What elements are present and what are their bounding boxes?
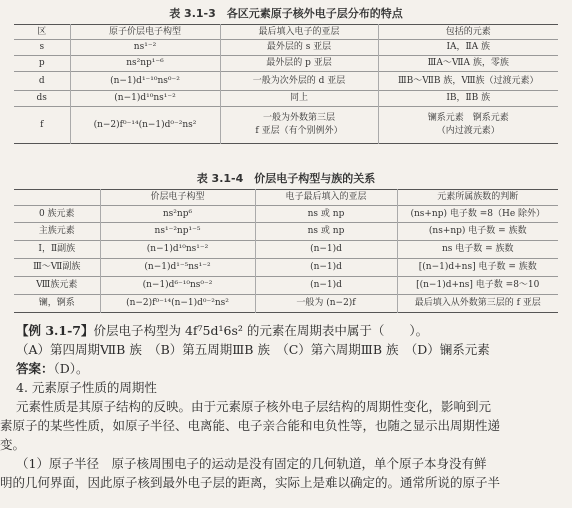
table1-header: 原子价层电子构型	[70, 25, 220, 40]
table-cell: ns²np¹⁻⁶	[70, 56, 220, 72]
table-row	[14, 295, 558, 313]
paragraph-line: 变。	[0, 437, 26, 452]
table-cell: (n−1)d¹⁻¹⁰ns⁰⁻²	[70, 72, 220, 91]
table-cell: ns 或 np	[255, 206, 397, 223]
table-cell: 镧系元素 锕系元素 （内过渡元素）	[378, 107, 558, 144]
table-cell: ns 电子数 = 族数	[397, 241, 558, 259]
example-options: （A）第四周期ⅦB 族 （B）第五周期ⅢB 族 （C）第六周期ⅢB 族 （D）镧系元素	[16, 342, 490, 357]
table2-header-row	[14, 190, 558, 206]
table-cell: Ⅰ，Ⅱ副族	[14, 241, 100, 259]
answer-value: （D）。	[53, 361, 89, 376]
table-cell: 最后填入从外数第三层的 f 亚层	[397, 295, 558, 313]
table-cell: ⅠB，ⅡB 族	[378, 91, 558, 107]
table-cell: ns¹⁻²	[70, 40, 220, 56]
table-row	[14, 56, 558, 72]
table1-header-row	[14, 25, 558, 40]
table-row	[14, 241, 558, 259]
table-cell: 镧，锕系	[14, 295, 100, 313]
table-cell: s	[14, 40, 70, 56]
table-row	[14, 107, 558, 144]
table-cell: ds	[14, 91, 70, 107]
example-question: 价层电子构型为 4f⁷5d¹6s² 的元素在周期表中属于（ ）。	[93, 323, 429, 338]
table-cell: (n−1)d	[255, 259, 397, 277]
answer-label: 答案：	[16, 361, 54, 376]
table-cell: 0 族元素	[14, 206, 100, 223]
paragraph-line: 明的几何界面，因此原子核到最外电子层的距离，实际上是难以确定的。通常所说的原子半	[0, 475, 501, 490]
table-row	[14, 91, 558, 107]
table-cell: p	[14, 56, 70, 72]
table2-caption: 表 3.1-4 价层电子构型与族的关系	[196, 172, 376, 185]
table-cell: ns 或 np	[255, 223, 397, 241]
table-cell: (n−1)d¹⁰ns¹⁻²	[100, 241, 255, 259]
table-cell: d	[14, 72, 70, 91]
table-cell: 一般为外数第三层 f 亚层（有个别例外）	[220, 107, 378, 144]
table-cell: Ⅷ族元素	[14, 277, 100, 295]
table-cell: 同上	[220, 91, 378, 107]
table2-header: 电子最后填入的亚层	[255, 190, 397, 206]
table-cell: (n−1)d	[255, 241, 397, 259]
table-row	[14, 72, 558, 91]
table-row	[14, 206, 558, 223]
body-text	[0, 321, 572, 492]
table-cell: [(n−1)d+ns] 电子数 =8～10	[397, 277, 558, 295]
table1-header: 区	[37, 26, 47, 37]
table-cell: (ns+np) 电子数 = 族数	[397, 223, 558, 241]
table-cell: ns²np⁶	[100, 206, 255, 223]
table-cell: f	[14, 107, 70, 144]
table-cell: 主族元素	[14, 223, 100, 241]
table-row	[14, 277, 558, 295]
table-cell: ⅠA，ⅡA 族	[378, 40, 558, 56]
table-cell: (n−1)d¹⁻⁵ns¹⁻²	[100, 259, 255, 277]
table-cell: (ns+np) 电子数 =8（He 除外）	[397, 206, 558, 223]
table-cell: ns¹⁻²np¹⁻⁵	[100, 223, 255, 241]
table-cell: [(n−1)d+ns] 电子数 = 族数	[397, 259, 558, 277]
section-heading: 4. 元素原子性质的周期性	[16, 380, 157, 395]
table-cell: ⅢB～ⅦB 族，Ⅷ族（过渡元素）	[378, 72, 558, 91]
example-question-line	[0, 321, 572, 340]
table2-header	[14, 190, 100, 206]
table1-header: 最后填入电子的亚层	[220, 25, 378, 40]
paragraph-line: （1）原子半径 原子核周围电子的运动是没有固定的几何轨道，单个原子本身没有鲜	[16, 456, 487, 471]
table-row	[14, 40, 558, 56]
table-cell: 一般为 (n−2)f	[255, 295, 397, 313]
table-row	[14, 259, 558, 277]
table-cell: (n−1)d¹⁰ns¹⁻²	[70, 91, 220, 107]
example-answer-line	[0, 359, 572, 378]
table1	[14, 24, 558, 144]
table-cell: 一般为次外层的 d 亚层	[220, 72, 378, 91]
table1-caption: 表 3.1-3 各区元素原子核外电子层分布的特点	[169, 7, 403, 20]
table1-header: 包括的元素	[378, 25, 558, 40]
paragraph-line: 元素性质是其原子结构的反映。由于元素原子核外电子层结构的周期性变化，影响到元	[16, 399, 492, 414]
table2-header: 元素所属族数的判断	[397, 190, 558, 206]
table-cell: Ⅲ～Ⅶ副族	[14, 259, 100, 277]
table-cell: (n−2)f⁰⁻¹⁴(n−1)d⁰⁻²ns²	[100, 295, 255, 313]
table2	[14, 189, 558, 313]
paragraph-line: 素原子的某些性质，如原子半径、电离能、电子亲合能和电负性等，也随之显示出周期性递	[0, 418, 501, 433]
table-cell: ⅢA～ⅦA 族，零族	[378, 56, 558, 72]
table-row	[14, 223, 558, 241]
table-cell: (n−1)d⁶⁻¹⁰ns⁰⁻²	[100, 277, 255, 295]
example-label: 【例 3.1-7】	[16, 323, 94, 338]
table-cell: 最外层的 p 亚层	[220, 56, 378, 72]
table-cell: (n−2)f⁰⁻¹⁴(n−1)d⁰⁻²ns²	[70, 107, 220, 144]
table2-header: 价层电子构型	[100, 190, 255, 206]
table-cell: 最外层的 s 亚层	[220, 40, 378, 56]
table-cell: (n−1)d	[255, 277, 397, 295]
